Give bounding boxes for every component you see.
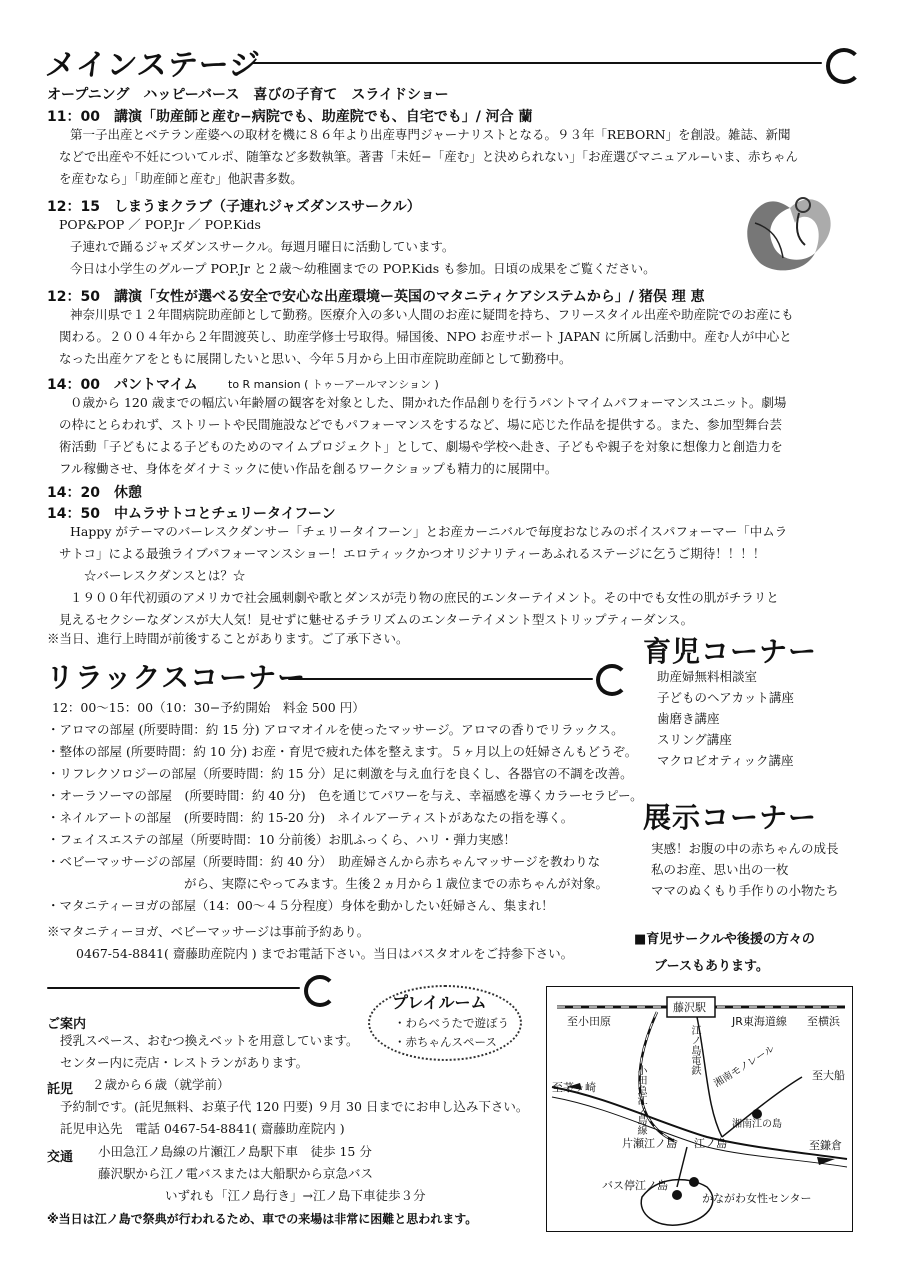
schedule-sub: POP&POP ／ POP.Jr ／ POP.Kids xyxy=(59,217,261,232)
brush-circle-icon xyxy=(304,975,336,1007)
map-label: 湘南モノレール xyxy=(712,1043,777,1090)
childcare-item: 子どものヘアカット講座 xyxy=(657,690,794,705)
childcare-item: スリング講座 xyxy=(657,732,732,747)
map-label: 小田急江ノ島線 xyxy=(635,1065,646,1135)
relax-title: リラックスコーナー xyxy=(46,661,307,694)
schedule-desc: 第一子出産とベテラン産婆への取材を機に８６年より出産専門ジャーナリストとなる。９３年「REBORN」を創設。雑誌、新聞 xyxy=(70,127,791,142)
schedule-title: 14：20 休憩 xyxy=(47,485,142,501)
map-label: JR東海道線 xyxy=(732,1015,787,1028)
relax-item: がら、実際にやってみます。生後２ヵ月から１歳位までの赤ちゃんが対象。 xyxy=(184,876,609,891)
title-rule xyxy=(288,678,593,680)
map-label: バス停江ノ島 xyxy=(602,1179,668,1192)
map-label: 至茅ヶ崎 xyxy=(552,1081,596,1094)
schedule-desc: １９００年代初頭のアメリカで社会風刺劇や歌とダンスが売り物の庶民的エンターテイメント。その中でも女性の肌がチラリと xyxy=(70,590,779,605)
schedule-desc: ０歳から 120 歳までの幅広い年齢層の観客を対象とした、開かれた作品創りを行うパントマイムパフォーマンスユニット。劇場 xyxy=(70,395,787,410)
transport-line: 藤沢駅から江ノ電バスまたは大船駅から京急バス xyxy=(98,1166,374,1181)
dancer-illustration xyxy=(735,183,845,278)
childcare-item: マクロビオティック講座 xyxy=(657,753,794,768)
relax-item: ・マタニティーヨガの部屋（14：00〜４５分程度）身体を動かしたい妊婦さん、集まれ！ xyxy=(47,898,554,913)
main-stage-title: メインステージ xyxy=(43,48,262,83)
map-label: 至鎌倉 xyxy=(809,1139,842,1152)
map-label: 片瀬江ノ島 xyxy=(622,1137,677,1150)
schedule-title: 11：00 講演「助産師と産む−病院でも、助産院でも、自宅でも」/ 河合 蘭 xyxy=(47,109,533,125)
childcare-detail: 予約制です。(託児無料、お菓子代 120 円要) ９月 30 日までにお申し込み下さい。 xyxy=(60,1099,529,1114)
relax-item: ・オーラソーマの部屋 (所要時間：約 40 分) 色を通じてパワーを与え、幸福感を導くカラーセラピー。 xyxy=(47,788,643,803)
transport-line: 小田急江ノ島線の片瀬江ノ島駅下車 徒歩 15 分 xyxy=(98,1144,372,1159)
schedule-title-suffix: to R mansion ( トゥーアールマンション ) xyxy=(228,378,439,391)
map-label: 至大船 xyxy=(812,1069,845,1082)
schedule-desc: 今日は小学生のグループ POP.Jr と２歳〜幼稚園までの POP.Kids も参加。日頃の成果をご覧ください。 xyxy=(70,261,656,276)
relax-item: ・フェイスエステの部屋（所要時間：10 分前後）お肌ふっくら、ハリ・弾力実感！ xyxy=(47,832,516,847)
childcare-item: 助産婦無料相談室 xyxy=(657,669,758,684)
schedule-desc: 子連れで踊るジャズダンスサークル。毎週月曜日に活動しています。 xyxy=(70,239,455,254)
brush-circle-icon xyxy=(826,48,862,84)
relax-hours: 12：00〜15：00（10：30−予約開始 料金 500 円） xyxy=(52,700,365,715)
map-label: 江ノ島電鉄 xyxy=(689,1025,700,1075)
childcare-label: 託児 xyxy=(47,1082,74,1097)
relax-item: ・整体の部屋 (所要時間：約 10 分) お産・育児で疲れた体を整えます。５ヶ月以上の妊婦さんもどうぞ。 xyxy=(47,744,638,759)
schedule-desc: などで出産や不妊についてルポ、随筆など多数執筆。著書「未妊−「産む」と決められない」「お産選びマニュアル−いま、赤ちゃん xyxy=(59,149,798,164)
schedule-desc: ☆バーレスクダンスとは？☆ xyxy=(84,568,246,583)
relax-note: 0467-54-8841( 齋藤助産院内 ) までお電話下さい。当日はバスタオルをご持参下さい。 xyxy=(76,946,574,961)
map-label: 江ノ島 xyxy=(694,1137,727,1150)
info-line: 授乳スペース、おむつ換えベットを用意しています。 xyxy=(60,1033,359,1048)
childcare-detail: 託児申込先 電話 0467-54-8841( 齋藤助産院内 ) xyxy=(60,1121,345,1136)
title-rule xyxy=(252,62,822,64)
exhibit-item: 私のお産、思い出の一枚 xyxy=(651,862,789,877)
transport-line: いずれも「江ノ島行き」→江ノ島下車徒歩３分 xyxy=(165,1188,426,1203)
info-warning: ※当日は江ノ島で祭典が行われるため、車での来場は非常に困難と思われます。 xyxy=(47,1212,478,1226)
schedule-desc: 関わる。２００４年から２年間渡英し、助産学修士号取得。帰国後、NPO お産サポート JAPAN に所属し活動中。産む人が中心と xyxy=(59,329,792,344)
schedule-title: 14：00 パントマイム xyxy=(47,377,198,393)
map-label: 藤沢駅 xyxy=(673,1001,706,1014)
schedule-desc: 神奈川県で１２年間病院助産師として勤務。医療介入の多い人間のお産に疑問を持ち、フリースタイル出産や助産院でのお産にも xyxy=(70,307,794,322)
schedule-title: 12：15 しまうまクラブ（子連れジャズダンスサークル） xyxy=(47,199,421,215)
playroom-item: ・わらべうたで遊ぼう xyxy=(394,1016,509,1030)
childcare-title: 育児コーナー xyxy=(643,635,818,668)
booths-note: ブースもあります。 xyxy=(654,959,769,974)
exhibit-title: 展示コーナー xyxy=(643,801,818,834)
relax-item: ・ネイルアートの部屋 (所要時間：約 15-20 分) ネイルアーティストがあなたの指を導く。 xyxy=(47,810,574,825)
info-heading: ご案内 xyxy=(47,1017,87,1032)
opening-line: オープニング ハッピーバース 喜びの子育て スライドショー xyxy=(47,87,449,103)
booths-note: ■育児サークルや後援の方々の xyxy=(634,932,815,947)
schedule-desc: の枠にとらわれず、ストリートや民間施設などでもパフォーマンスをするなど、場に応じた作品を提供する。また、参加型舞台芸 xyxy=(59,417,783,432)
access-map xyxy=(546,986,853,1232)
schedule-desc: Happy がテーマのバーレスクダンサー「チェリータイフーン」とお産カーニバルで毎度おなじみのボイスパフォーマー「中ムラ xyxy=(70,524,788,539)
schedule-title: 14：50 中ムラサトコとチェリータイフーン xyxy=(47,506,336,522)
section-rule xyxy=(47,987,300,989)
schedule-desc: を産むなら」「助産師と産む」他訳書多数。 xyxy=(59,171,303,186)
relax-item: ・アロマの部屋 (所要時間：約 15 分) アロマオイルを使ったマッサージ。アロマの香りでリラックス。 xyxy=(47,722,624,737)
exhibit-item: ママのぬくもり手作りの小物たち xyxy=(651,883,839,898)
map-label: 湘南江の島 xyxy=(732,1119,782,1130)
relax-item: ・リフレクソロジーの部屋（所要時間：約 15 分）足に刺激を与え血行を良くし、各器官の不調を改善。 xyxy=(47,766,633,781)
exhibit-item: 実感！お腹の中の赤ちゃんの成長 xyxy=(651,841,839,856)
map-label: かながわ女性センター xyxy=(702,1192,812,1205)
playroom-item: ・赤ちゃんスペース xyxy=(394,1035,497,1049)
schedule-desc: 見えるセクシーなダンスが大人気！見せずに魅せるチラリズムのエンターテイメント型ストリップティーダンス。 xyxy=(59,612,694,627)
schedule-desc: なった出産ケアをともに展開したいと思い、今年５月から上田市産院助産師として勤務中。 xyxy=(59,351,572,366)
map-label: 至小田原 xyxy=(567,1015,611,1028)
schedule-desc: サトコ」による最強ライブパフォーマンスショー！エロティックかつオリジナリティーあふれるステージに乞うご期待！！！！ xyxy=(59,546,766,561)
brush-circle-icon xyxy=(596,664,628,696)
playroom-title: プレイルーム xyxy=(392,993,487,1012)
schedule-note: ※当日、進行上時間が前後することがあります。ご了承下さい。 xyxy=(47,631,409,646)
schedule-desc: フル稼働させ、身体をダイナミックに使い作品を創るワークショップも精力的に展開中。 xyxy=(59,461,558,476)
childcare-value: ２歳から６歳（就学前） xyxy=(92,1077,230,1092)
relax-note: ※マタニティーヨガ、ベビーマッサージは事前予約あり。 xyxy=(47,924,370,939)
relax-item: ・ベビーマッサージの部屋（所要時間：約 40 分） 助産婦さんから赤ちゃんマッサージを教わりな xyxy=(47,854,601,869)
map-label: 至横浜 xyxy=(807,1015,840,1028)
transport-label: 交通 xyxy=(47,1150,74,1165)
schedule-desc: 術活動「子どもによる子どものためのマイムプロジェクト」として、劇場や学校へ赴き、子どもや親子を対象に想像力と創造力を xyxy=(59,439,783,454)
childcare-item: 歯磨き講座 xyxy=(657,711,720,726)
schedule-title: 12：50 講演「女性が選べる安全で安心な出産環境ー英国のマタニティケアシステムから」/ 猪俣 理 恵 xyxy=(47,289,705,305)
info-line: センター内に売店・レストランがあります。 xyxy=(60,1055,309,1070)
